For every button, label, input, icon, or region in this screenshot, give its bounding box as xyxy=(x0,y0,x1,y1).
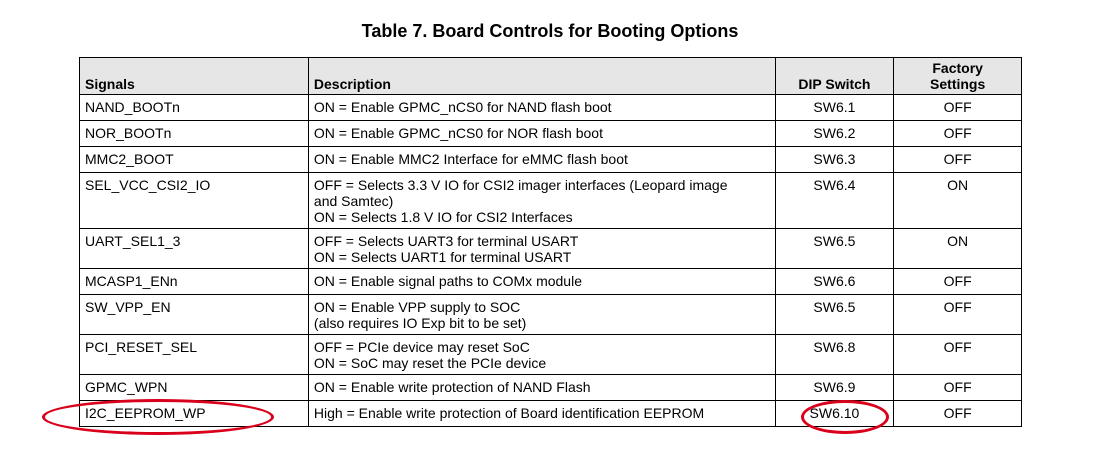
dip-switch-cell: SW6.5 xyxy=(775,229,894,269)
signal-cell: SEL_VCC_CSI2_IO xyxy=(80,173,309,229)
description-line: OFF = Selects UART3 for terminal USART xyxy=(313,233,579,249)
description-cell xyxy=(308,121,775,147)
description-line: and Samtec) xyxy=(313,193,394,209)
description-line: ON = Enable GPMC_nCS0 for NOR flash boot xyxy=(313,125,603,141)
description-line: ON = Enable write protection of NAND Flash xyxy=(313,379,591,395)
table-row xyxy=(80,295,1022,335)
description-line: ON = SoC may reset the PCIe device xyxy=(313,355,547,371)
header-description: Description xyxy=(308,58,775,95)
factory-setting-cell: OFF xyxy=(894,295,1022,335)
description-line: (also requires IO Exp bit to be set) xyxy=(313,315,527,331)
table-row xyxy=(80,269,1022,295)
signal-cell: GPMC_WPN xyxy=(80,375,309,401)
description-line: ON = Enable MMC2 Interface for eMMC flash boot xyxy=(313,151,628,167)
dip-switch-cell: SW6.9 xyxy=(775,375,894,401)
factory-setting-cell: OFF xyxy=(894,121,1022,147)
dip-switch-cell: SW6.2 xyxy=(775,121,894,147)
description-line: OFF = PCIe device may reset SoC xyxy=(313,339,530,355)
table-row xyxy=(80,173,1022,229)
factory-setting-cell: OFF xyxy=(894,147,1022,173)
factory-setting-cell: OFF xyxy=(894,95,1022,121)
description-cell xyxy=(308,401,775,427)
dip-switch-cell: SW6.1 xyxy=(775,95,894,121)
header-factory-settings xyxy=(894,58,1022,95)
dip-switch-cell: SW6.4 xyxy=(775,173,894,229)
description-line: OFF = Selects 3.3 V IO for CSI2 imager interfaces (Leopard image xyxy=(313,177,728,193)
description-line: High = Enable write protection of Board identification EEPROM xyxy=(313,405,705,421)
factory-setting-cell: ON xyxy=(894,229,1022,269)
dip-switch-cell: SW6.3 xyxy=(775,147,894,173)
signal-cell: MMC2_BOOT xyxy=(80,147,309,173)
factory-setting-cell: OFF xyxy=(894,375,1022,401)
signal-cell: NOR_BOOTn xyxy=(80,121,309,147)
description-line: ON = Selects 1.8 V IO for CSI2 Interfaces xyxy=(313,209,573,225)
signal-cell: NAND_BOOTn xyxy=(80,95,309,121)
factory-setting-cell: ON xyxy=(894,173,1022,229)
description-cell xyxy=(308,95,775,121)
description-cell xyxy=(308,295,775,335)
factory-setting-cell: OFF xyxy=(894,401,1022,427)
table-row xyxy=(80,335,1022,375)
description-line: ON = Enable signal paths to COMx module xyxy=(313,273,582,289)
table-row xyxy=(80,147,1022,173)
header-factory-line1: Factory xyxy=(932,60,983,76)
description-line: ON = Enable VPP supply to SOC xyxy=(313,299,521,315)
header-dip-switch: DIP Switch xyxy=(775,58,894,95)
description-line: ON = Selects UART1 for terminal USART xyxy=(313,249,572,265)
signal-cell: UART_SEL1_3 xyxy=(80,229,309,269)
table-row xyxy=(80,95,1022,121)
dip-switch-cell: SW6.6 xyxy=(775,269,894,295)
table-row xyxy=(80,229,1022,269)
signal-cell: I2C_EEPROM_WP xyxy=(80,401,309,427)
factory-setting-cell: OFF xyxy=(894,269,1022,295)
table-row xyxy=(80,375,1022,401)
description-cell xyxy=(308,269,775,295)
dip-switch-cell: SW6.8 xyxy=(775,335,894,375)
table-header-row xyxy=(80,58,1022,95)
description-line: ON = Enable GPMC_nCS0 for NAND flash boot xyxy=(313,99,612,115)
header-signals: Signals xyxy=(80,58,309,95)
table-row xyxy=(80,121,1022,147)
board-controls-table xyxy=(79,57,1022,427)
factory-setting-cell: OFF xyxy=(894,335,1022,375)
dip-switch-cell: SW6.10 xyxy=(775,401,894,427)
table-row xyxy=(80,401,1022,427)
signal-cell: SW_VPP_EN xyxy=(80,295,309,335)
table-title: Table 7. Board Controls for Booting Options xyxy=(361,21,739,41)
signal-cell: PCI_RESET_SEL xyxy=(80,335,309,375)
dip-switch-cell: SW6.5 xyxy=(775,295,894,335)
description-cell xyxy=(308,173,775,229)
description-cell xyxy=(308,229,775,269)
header-factory-line2: Settings xyxy=(930,76,986,92)
description-cell xyxy=(308,375,775,401)
description-cell xyxy=(308,147,775,173)
description-cell xyxy=(308,335,775,375)
signal-cell: MCASP1_ENn xyxy=(80,269,309,295)
